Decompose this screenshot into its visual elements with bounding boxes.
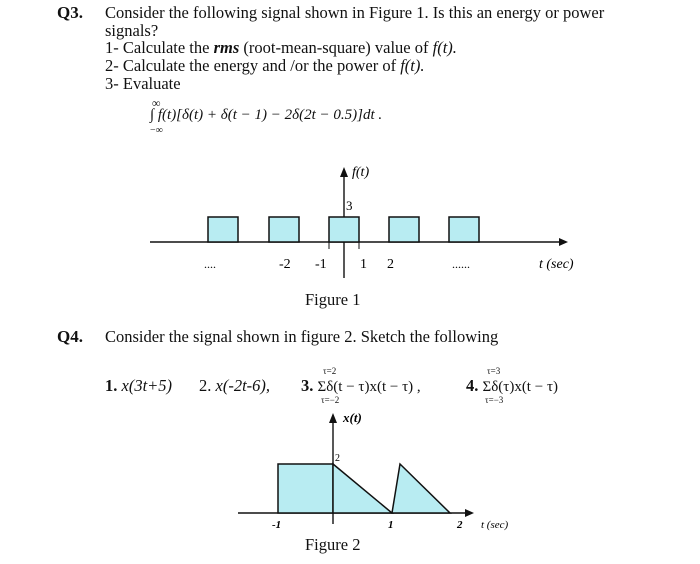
figure1-xlabel: t (sec) [539,257,574,272]
figure1-plot [0,150,700,290]
q3-item2-func: f(t). [400,56,425,75]
figure1-pulse [208,217,238,242]
q3-number: Q3. [57,3,83,22]
q3-item1-rms: rms [213,38,240,57]
q4-item-2-num: 2. [199,376,212,395]
q4-item-4-upper: τ=3 [487,366,501,376]
q4-item-3-lower: τ=−2 [321,395,340,405]
figure1-x-arrow-icon [559,238,568,246]
q3-item3 [105,74,181,94]
figure2-xtick-label: 2 [457,519,463,531]
q3-item3-pre: Evaluate [122,74,181,93]
q3-item1-pre: Calculate the [122,38,210,57]
q4-item-3-sum: Σδ(t − τ)x(t − τ) , [317,379,421,395]
figure1-ylabel: f(t) [352,165,370,180]
figure1-amplitude: 3 [346,198,353,213]
q4-item-4-num: 4. [466,376,479,395]
q4-item-3 [301,376,421,396]
q3-item2-num: 2- [105,56,119,75]
figure1-pulse [269,217,299,242]
integral-expression: ∫ f(t)[δ(t) + δ(t − 1) − 2δ(2t − 0.5)]dt . [150,107,383,123]
q3-line2: signals? [105,21,159,40]
figure2-x-arrow-icon [465,509,474,517]
integral-upper-limit: ∞ [152,96,161,110]
figure2-rectangle [278,464,333,513]
q3-item2 [105,56,425,76]
figure2-triangle [392,464,450,513]
q4-item-1-num: 1. [105,376,118,395]
q3-item1-func: f(t). [432,38,457,57]
q4-line1: Consider the signal shown in figure 2. Sketch the following [105,327,499,346]
q4-item-4 [466,376,558,396]
q3-item1-post: (root-mean-square) value of [243,38,429,57]
q4-number: Q4. [57,327,83,346]
q4-item-3-num: 3. [301,376,314,395]
figure2-triangle [333,464,392,513]
q3-line1: Consider the following signal shown in Figure 1. Is this an energy or power [105,3,605,22]
figure1-pulse [329,217,359,242]
figure1-xtick-label: 1 [360,257,367,272]
q4-item-1 [105,376,172,396]
figure2-xlabel: t (sec) [481,519,509,531]
q4-item-1-text: x(3t+5) [121,376,173,395]
figure1-dots-right: ...... [452,257,470,271]
q3-item1-num: 1- [105,38,119,57]
integral-lower-limit: −∞ [150,125,163,136]
figure1-xtick-label: 2 [387,257,394,272]
figure1-xtick-label: -1 [315,257,327,272]
figure1-dots-left: .... [204,257,216,271]
q4-item-4-sum: Σδ(τ)x(t − τ) [482,379,558,395]
q4-item-4-lower: τ=−3 [485,395,504,405]
q4-item-2 [199,376,270,396]
figure1-y-arrow-icon [340,167,348,177]
q4-item-2-text: x(-2t-6), [215,376,271,395]
figure2-plot [0,400,700,534]
q3-item1 [105,38,457,58]
q3-item2-pre: Calculate the energy and /or the power of [122,56,397,75]
figure2-xtick-label: -1 [272,519,282,531]
figure2-y-arrow-icon [329,413,337,423]
q4-item-3-upper: τ=2 [323,366,337,376]
figure1-pulse [389,217,419,242]
figure1-caption: Figure 1 [305,290,361,309]
figure1-xtick-label: -2 [279,257,291,272]
figure2-amplitude: 2 [335,453,340,464]
figure2-xtick-label: 1 [388,519,394,531]
figure1-pulse [449,217,479,242]
figure2-caption: Figure 2 [305,535,361,554]
figure2-ylabel: x(t) [343,410,362,425]
q3-item3-num: 3- [105,74,119,93]
